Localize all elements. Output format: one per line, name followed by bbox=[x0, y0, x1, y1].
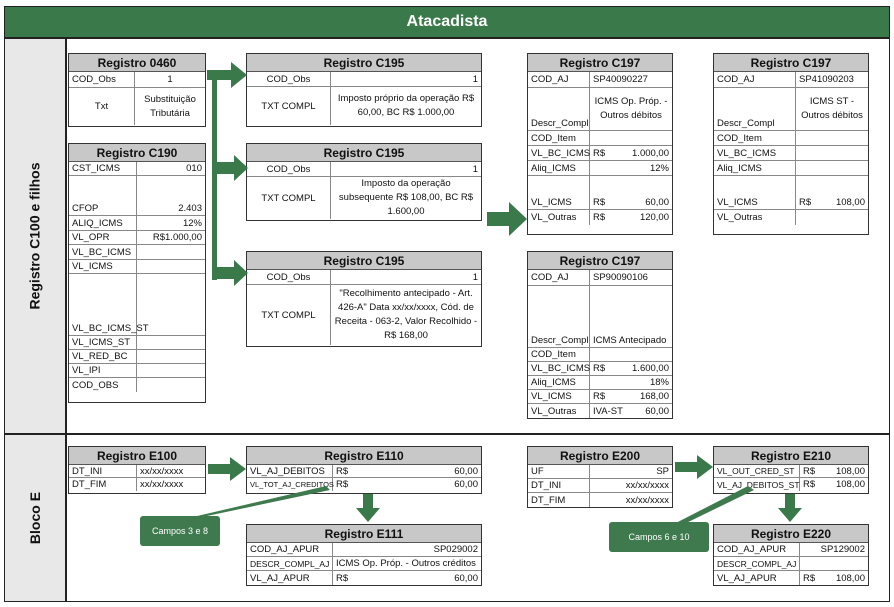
aliq-icms-value: 18% bbox=[649, 377, 669, 388]
registro-e110-title: Registro E110 bbox=[247, 447, 481, 465]
page-title: Atacadista bbox=[4, 6, 890, 38]
vl-icms-value: 168,00 bbox=[639, 391, 669, 402]
vl-aj-apur-label: VL_AJ_APUR bbox=[714, 571, 800, 585]
vl-outras-label: VL_Outras bbox=[714, 210, 796, 225]
vl-icms-label: VL_ICMS bbox=[528, 390, 590, 403]
c190-row bbox=[69, 231, 205, 245]
arrow-e210-to-e220 bbox=[776, 494, 804, 524]
descr-compl-aj-value: ICMS Op. Próp. - Outros créditos bbox=[336, 558, 476, 569]
cod-obs-label: COD_Obs bbox=[247, 270, 331, 284]
cod-item-value bbox=[590, 131, 672, 145]
txt-compl-value: Imposto próprio da operação R$ 60,00, BC R$ 1.000,00 bbox=[337, 93, 475, 118]
txt-compl-label: TXT COMPL bbox=[247, 177, 331, 219]
c190-row bbox=[69, 378, 205, 392]
c190-field-value bbox=[137, 245, 205, 259]
cod-aj-apur-label: COD_AJ_APUR bbox=[247, 543, 333, 556]
registro-0460 bbox=[68, 53, 206, 127]
c190-field-value bbox=[137, 350, 205, 363]
c190-field-label: VL_OPR bbox=[69, 231, 137, 244]
descr-compl-aj-label: DESCR_COMPL_AJ bbox=[714, 557, 800, 570]
registro-e200-title: Registro E200 bbox=[528, 447, 672, 465]
vl-bc-icms-value: 1.000,00 bbox=[632, 147, 669, 159]
cod-aj-label: COD_AJ bbox=[528, 270, 590, 285]
section-bloco-e-text: Bloco E bbox=[27, 491, 43, 545]
c190-row bbox=[69, 364, 205, 378]
vl-icms-label: VL_ICMS bbox=[714, 176, 796, 209]
cod-obs-label: COD_Obs bbox=[69, 72, 135, 87]
vl-aj-apur-currency: R$ bbox=[803, 572, 816, 584]
aliq-icms-value: 12% bbox=[649, 162, 669, 174]
c190-row bbox=[69, 350, 205, 364]
vl-bc-icms-value: 1.600,00 bbox=[632, 363, 669, 374]
c190-field-value: R$1.000,00 bbox=[152, 232, 202, 243]
registro-c195-b bbox=[246, 143, 482, 221]
registro-c197-b-title: Registro C197 bbox=[714, 54, 868, 72]
registro-0460-title: Registro 0460 bbox=[69, 54, 205, 72]
cod-aj-apur-value: SP029002 bbox=[433, 544, 478, 555]
callout-campos-3-8: Campos 3 e 8 bbox=[140, 516, 220, 546]
vl-outras-currency: IVA-ST bbox=[593, 405, 623, 417]
cod-obs-value: 1 bbox=[472, 271, 478, 283]
dt-ini-label: DT_INI bbox=[69, 465, 137, 477]
vl-bc-icms-currency: R$ bbox=[593, 363, 606, 374]
txt-label: Txt bbox=[69, 88, 135, 125]
aliq-icms-label: Aliq_ICMS bbox=[714, 161, 796, 175]
registro-c197-c-title: Registro C197 bbox=[528, 252, 672, 270]
descr-compl-value: ICMS ST - Outros débitos bbox=[801, 96, 863, 121]
descr-compl-value: ICMS Antecipado bbox=[593, 335, 667, 346]
c190-field-label: VL_ICMS_ST bbox=[69, 336, 137, 349]
vl-bc-icms-currency: R$ bbox=[593, 147, 606, 159]
cod-aj-value: SP41090203 bbox=[799, 74, 854, 85]
c190-row bbox=[69, 274, 205, 336]
vl-bc-icms-label: VL_BC_ICMS bbox=[528, 362, 590, 375]
registro-e111 bbox=[246, 524, 482, 586]
vl-aj-apur-label: VL_AJ_APUR bbox=[247, 571, 333, 585]
section-label-bloco-e bbox=[4, 434, 66, 602]
arrow-e100-to-e110 bbox=[206, 455, 248, 483]
cod-obs-value: 1 bbox=[472, 73, 478, 85]
cod-item-label: COD_Item bbox=[528, 348, 590, 361]
txt-value: Substituição Tributária bbox=[144, 93, 196, 119]
cod-obs-label: COD_Obs bbox=[247, 72, 331, 86]
registro-c195-c bbox=[246, 251, 482, 347]
c190-field-value: 12% bbox=[182, 217, 202, 229]
vl-tot-aj-creditos-value: 60,00 bbox=[454, 479, 478, 490]
section-c100-text: Registro C100 e filhos bbox=[27, 162, 44, 310]
registro-c195-b-title: Registro C195 bbox=[247, 144, 481, 162]
descr-compl-label: Descr_Compl bbox=[528, 88, 590, 130]
cod-item-label: COD_Item bbox=[528, 131, 590, 145]
vl-aj-debitos-currency: R$ bbox=[336, 465, 349, 477]
vl-out-cred-st-currency: R$ bbox=[803, 465, 816, 477]
vl-aj-apur-currency: R$ bbox=[336, 572, 349, 584]
vl-bc-icms-label: VL_BC_ICMS bbox=[714, 146, 796, 160]
c190-field-value bbox=[137, 336, 205, 349]
c190-field-value bbox=[137, 378, 205, 392]
txt-compl-value: "Recolhimento antecipado - Art. 426-A" Data xx/xx/xxxx, Cód. de Receita - 063-2, Valor Recolhido - R$ 168,00 bbox=[334, 288, 478, 341]
c190-field-value: 2.403 bbox=[178, 203, 202, 214]
c190-row bbox=[69, 245, 205, 260]
cod-aj-value: SP90090106 bbox=[593, 272, 648, 283]
vl-aj-apur-value: 60,00 bbox=[454, 572, 478, 584]
registro-c195-a-title: Registro C195 bbox=[247, 54, 481, 72]
vl-outras-label: VL_Outras bbox=[528, 210, 590, 225]
registro-c195-a bbox=[246, 53, 482, 127]
c190-field-label: VL_IPI bbox=[69, 364, 137, 377]
registro-c197-b bbox=[713, 53, 869, 235]
cod-aj-apur-label: COD_AJ_APUR bbox=[714, 543, 800, 556]
arrow-c195-to-c197 bbox=[485, 200, 529, 238]
cod-obs-label: COD_Obs bbox=[247, 162, 331, 176]
section-label-c100 bbox=[4, 38, 66, 434]
dt-fim-value: xx/xx/xxxx bbox=[140, 479, 184, 490]
cod-aj-label: COD_AJ bbox=[528, 72, 590, 87]
arrow-c190-branches bbox=[206, 75, 250, 290]
aliq-icms-label: Aliq_ICMS bbox=[528, 161, 590, 175]
cod-aj-apur-value: SP129002 bbox=[820, 544, 865, 555]
vl-icms-currency: R$ bbox=[593, 197, 606, 208]
registro-c197-a bbox=[527, 53, 673, 235]
registro-c190-title: Registro C190 bbox=[69, 144, 205, 162]
aliq-icms-value bbox=[796, 161, 868, 175]
descr-compl-aj-value bbox=[800, 557, 868, 570]
arrow-e110-to-e111 bbox=[354, 494, 382, 524]
uf-value: SP bbox=[656, 466, 669, 477]
vl-tot-aj-creditos-currency: R$ bbox=[336, 479, 349, 490]
registro-e111-title: Registro E111 bbox=[247, 525, 481, 543]
dt-fim-value: xx/xx/xxxx bbox=[625, 494, 669, 506]
c190-row bbox=[69, 260, 205, 274]
c190-field-value bbox=[137, 364, 205, 377]
registro-c195-c-title: Registro C195 bbox=[247, 252, 481, 270]
txt-compl-value: Imposto da operação subsequente R$ 108,00, BC R$ 1.600,00 bbox=[338, 178, 474, 217]
dt-fim-label: DT_FIM bbox=[69, 478, 137, 491]
vl-icms-label: VL_ICMS bbox=[528, 176, 590, 209]
registro-c190 bbox=[68, 143, 206, 403]
vl-outras-value: 60,00 bbox=[645, 405, 669, 417]
arrow-e200-to-e210 bbox=[673, 453, 715, 481]
descr-compl-label: Descr_Compl bbox=[714, 88, 796, 130]
c190-field-label: VL_RED_BC bbox=[69, 350, 137, 363]
vl-outras-currency: R$ bbox=[593, 212, 606, 223]
txt-compl-label: TXT COMPL bbox=[247, 87, 331, 125]
vl-icms-value: 108,00 bbox=[835, 197, 865, 208]
c190-field-label: VL_BC_ICMS_ST bbox=[69, 274, 137, 335]
dt-ini-value: xx/xx/xxxx bbox=[625, 480, 669, 491]
registro-e210-title: Registro E210 bbox=[714, 447, 868, 465]
c190-row bbox=[69, 162, 205, 176]
descr-compl-aj-label: DESCR_COMPL_AJ bbox=[247, 557, 333, 570]
vl-icms-currency: R$ bbox=[593, 391, 606, 402]
registro-c197-c bbox=[527, 251, 673, 419]
c190-row bbox=[69, 216, 205, 231]
callout-campos-6-10: Campos 6 e 10 bbox=[609, 522, 709, 552]
vl-out-cred-st-value: 108,00 bbox=[835, 465, 865, 477]
vl-aj-debitos-label: VL_AJ_DEBITOS bbox=[247, 465, 333, 477]
vl-aj-debitos-st-label: VL_AJ_DEBITOS_ST bbox=[714, 478, 800, 491]
c190-field-label: COD_OBS bbox=[69, 378, 137, 392]
cod-aj-label: COD_AJ bbox=[714, 72, 796, 87]
c190-field-label: VL_BC_ICMS bbox=[69, 245, 137, 259]
descr-compl-label: Descr_Compl bbox=[528, 286, 590, 347]
c190-row bbox=[69, 176, 205, 216]
vl-bc-icms-value bbox=[796, 146, 868, 160]
c190-field-value: 010 bbox=[186, 163, 202, 174]
c190-field-value bbox=[137, 274, 205, 335]
vl-aj-debitos-value: 60,00 bbox=[454, 465, 478, 477]
vl-outras-label: VL_Outras bbox=[528, 404, 590, 418]
vl-aj-apur-value: 108,00 bbox=[835, 572, 865, 584]
c190-row bbox=[69, 336, 205, 350]
vl-tot-aj-creditos-label: VL_TOT_AJ_CREDITOS bbox=[247, 478, 333, 491]
registro-e220-title: Registro E220 bbox=[714, 525, 868, 543]
dt-ini-value: xx/xx/xxxx bbox=[140, 465, 184, 477]
registro-e100-title: Registro E100 bbox=[69, 447, 205, 465]
cod-item-value bbox=[590, 348, 672, 361]
cod-item-label: COD_Item bbox=[714, 131, 796, 145]
c190-field-label: VL_ICMS bbox=[69, 260, 137, 273]
vl-icms-currency: R$ bbox=[799, 197, 812, 208]
c190-field-label: CFOP bbox=[69, 176, 137, 215]
vl-aj-debitos-st-value: 108,00 bbox=[835, 479, 865, 490]
descr-compl-value: ICMS Op. Próp. - Outros débitos bbox=[594, 96, 668, 121]
vl-out-cred-st-label: VL_OUT_CRED_ST bbox=[714, 465, 800, 477]
cod-item-value bbox=[796, 131, 868, 145]
dt-fim-label: DT_FIM bbox=[528, 493, 590, 507]
vl-bc-icms-label: VL_BC_ICMS bbox=[528, 146, 590, 160]
cod-obs-value: 1 bbox=[472, 163, 478, 175]
vl-aj-debitos-st-currency: R$ bbox=[803, 479, 816, 490]
aliq-icms-label: Aliq_ICMS bbox=[528, 376, 590, 389]
c190-field-value bbox=[137, 260, 205, 273]
cod-aj-value: SP40090227 bbox=[593, 74, 648, 85]
c190-field-label: CST_ICMS bbox=[69, 162, 137, 175]
registro-c197-a-title: Registro C197 bbox=[528, 54, 672, 72]
cod-obs-value: 1 bbox=[167, 74, 173, 85]
registro-e220 bbox=[713, 524, 869, 586]
vl-icms-value: 60,00 bbox=[645, 197, 669, 208]
vl-outras-value bbox=[796, 210, 868, 225]
c190-field-label: ALIQ_ICMS bbox=[69, 216, 137, 230]
dt-ini-label: DT_INI bbox=[528, 479, 590, 492]
uf-label: UF bbox=[528, 465, 590, 478]
vl-outras-value: 120,00 bbox=[639, 212, 669, 223]
txt-compl-label: TXT COMPL bbox=[247, 285, 331, 345]
